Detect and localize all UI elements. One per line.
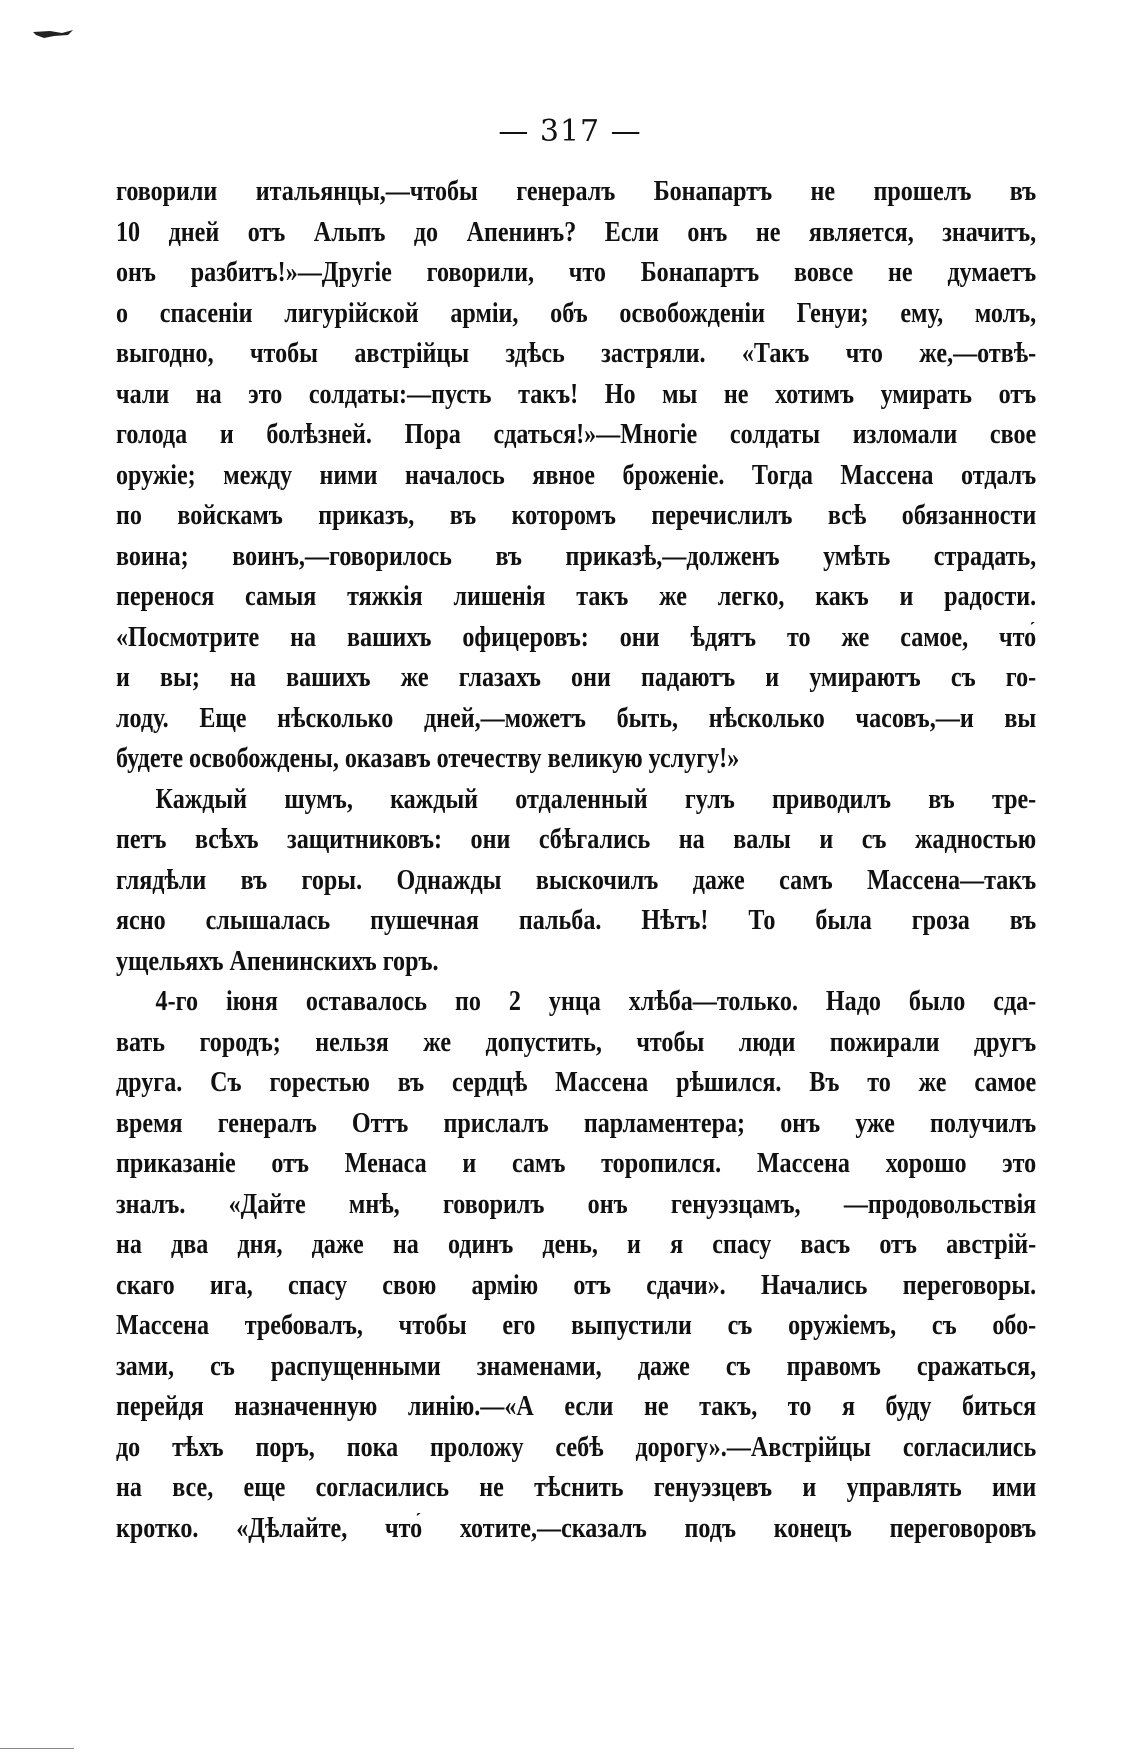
text-line: 10 дней отъ Альпъ до Апенинъ? Если онъ не является, значитъ, <box>116 216 1037 248</box>
text-line: воина; воинъ,—говорилось въ приказѣ,—долженъ умѣть страдать, <box>116 540 1037 572</box>
text-line: ясно слышалась пушечная пальба. Нѣтъ! То была гроза въ <box>116 905 1037 936</box>
text-line: будете освобождены, оказавъ отечеству великую услугу!» <box>116 743 740 774</box>
text-line: оружіе; между ними началось явное броженіе. Тогда Массена отдалъ <box>116 459 1037 491</box>
text-line: перейдя назначенную линію.—«А если не такъ, то я буду биться <box>116 1391 1037 1422</box>
text-line: лоду. Еще нѣсколько дней,—можетъ быть, нѣсколько часовъ,—и вы <box>116 702 1037 734</box>
text-line: кротко. «Дѣлайте, что́ хотите,—сказалъ подъ конецъ переговоровъ <box>116 1512 1037 1544</box>
text-line: друга. Съ горестью въ сердцѣ Массена рѣшился. Въ то же самое <box>116 1067 1037 1098</box>
text-line: зами, съ распущенными знаменами, даже съ правомъ сражаться, <box>116 1350 1037 1382</box>
text-line: голода и болѣзней. Пора сдаться!»—Многіе солдаты изломали свое <box>116 419 1037 450</box>
text-line: перенося самыя тяжкія лишенія такъ же легко, какъ и радости. <box>116 581 1037 612</box>
text-line: выгодно, чтобы австрійцы здѣсь застряли. «Такъ что же,—отвѣ- <box>116 338 1037 369</box>
text-line: о спасеніи лигурійской арміи, объ освобожденіи Генуи; ему, молъ, <box>116 297 1037 329</box>
text-line: зналъ. «Дайте мнѣ, говорилъ онъ генуэзцамъ, —продовольствія <box>116 1188 1037 1220</box>
ink-mark-icon <box>32 28 74 40</box>
text-line: Каждый шумъ, каждый отдаленный гулъ приводилъ въ тре- <box>155 783 1037 815</box>
text-line: «Посмотрите на вашихъ офицеровъ: они ѣдятъ то же самое, что́ <box>116 621 1037 653</box>
text-body <box>116 172 1036 1549</box>
text-line: скаго ига, спасу свою армію отъ сдачи». Начались переговоры. <box>116 1269 1037 1301</box>
text-line: глядѣли въ горы. Однажды выскочилъ даже самъ Массена—такъ <box>116 864 1037 896</box>
text-line: на два дня, даже на одинъ день, и я спасу васъ отъ австрій- <box>116 1229 1037 1260</box>
text-line: время генералъ Оттъ прислалъ парламентера; онъ уже получилъ <box>116 1107 1037 1139</box>
text-line: до тѣхъ поръ, пока проложу себѣ дорогу».—Австрійцы согласились <box>116 1431 1037 1463</box>
text-line: на все, еще согласились не тѣснить генуэзцевъ и управлять ими <box>116 1472 1037 1503</box>
text-line: онъ разбитъ!»—Другіе говорили, что Бонапартъ вовсе не думаетъ <box>116 257 1037 288</box>
text-line: петъ всѣхъ защитниковъ: они сбѣгались на валы и съ жадностью <box>116 824 1037 855</box>
text-line: по войскамъ приказъ, въ которомъ перечислилъ всѣ обязанности <box>116 500 1037 531</box>
page-number: — 317 — <box>498 114 642 149</box>
text-line: вать городъ; нельзя же допустить, чтобы люди пожирали другъ <box>116 1026 1037 1058</box>
text-line: ущельяхъ Апенинскихъ горъ. <box>116 945 439 977</box>
text-line: чали на это солдаты:—пусть такъ! Но мы не хотимъ умирать отъ <box>116 378 1037 410</box>
text-line: говорили итальянцы,—чтобы генералъ Бонапартъ не прошелъ въ <box>116 176 1037 207</box>
bottom-rule <box>0 1748 74 1749</box>
text-line: и вы; на вашихъ же глазахъ они падаютъ и умираютъ съ го- <box>116 662 1037 693</box>
text-line: Массена требовалъ, чтобы его выпустили съ оружіемъ, съ обо- <box>116 1310 1037 1341</box>
text-line: 4-го іюня оставалось по 2 унца хлѣба—только. Надо было сда- <box>155 986 1037 1017</box>
text-line: приказаніе отъ Менаса и самъ торопился. Массена хорошо это <box>116 1148 1037 1179</box>
